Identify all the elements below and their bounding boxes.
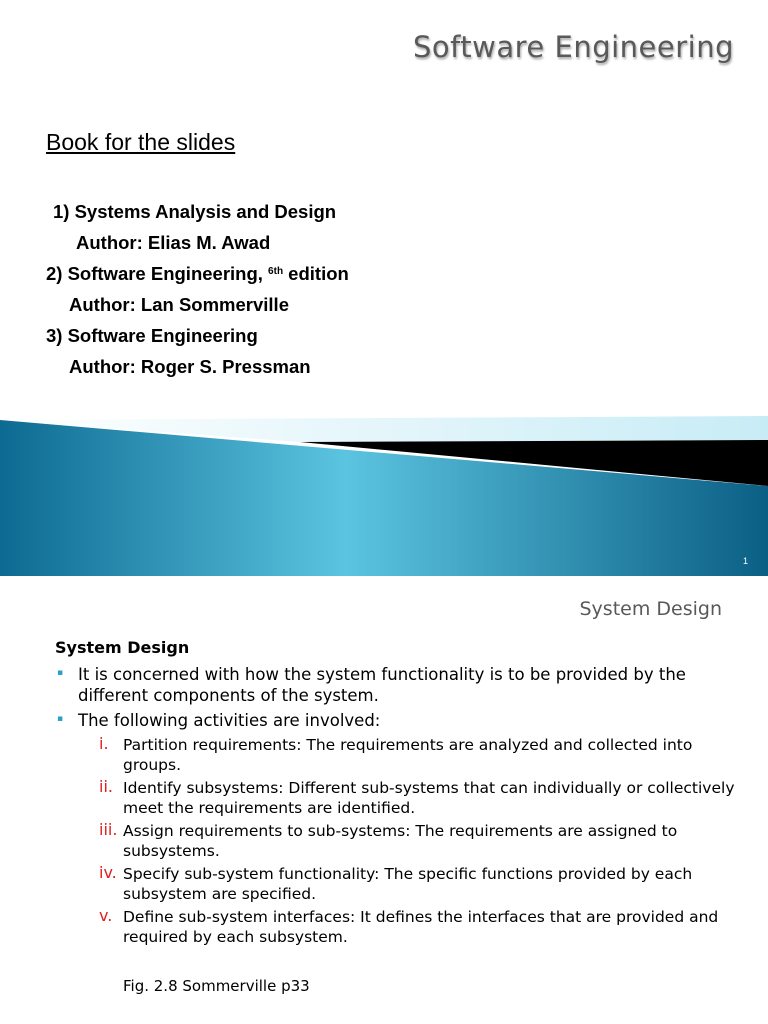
section-heading: System Design <box>55 638 190 657</box>
slide-number: 1 <box>742 556 748 566</box>
list-numeral: iii. <box>99 820 118 839</box>
bullet-icon: ▪ <box>57 668 64 678</box>
list-item-text: Partition requirements: The requirements are analyzed and collected into groups. <box>123 736 693 774</box>
bullet-icon: ▪ <box>57 714 64 724</box>
book-1-author: Author: Elias M. Awad <box>76 232 271 253</box>
book-3-title: 3) Software Engineering <box>46 325 258 346</box>
slide-title: Software Engineering <box>412 30 734 64</box>
book-3-author: Author: Roger S. Pressman <box>69 356 311 377</box>
book-2-edition-sup: 6th <box>268 266 284 277</box>
bullet-text: The following activities are involved: <box>78 711 381 730</box>
book-heading: Book for the slides <box>46 129 236 155</box>
list-numeral: i. <box>99 734 109 753</box>
book-2-author: Author: Lan Sommerville <box>69 294 289 315</box>
slide-title: System Design <box>579 598 722 620</box>
list-numeral: v. <box>99 906 113 925</box>
list-numeral: iv. <box>99 863 117 882</box>
list-item-text: Specify sub-system functionality: The specific functions provided by each subsystem are specified. <box>123 865 693 903</box>
slide-2 <box>0 576 768 1024</box>
list-item-text: Identify subsystems: Different sub-systems that can individually or collectively meet the requirements are identified. <box>123 779 735 817</box>
book-2-edition-text: edition <box>283 263 349 284</box>
list-numeral: ii. <box>99 777 113 796</box>
book-2-title-text: 2) Software Engineering, <box>46 263 269 284</box>
list-item-text: Define sub-system interfaces: It defines the interfaces that are provided and required by each subsystem. <box>123 908 719 946</box>
bullet-text: It is concerned with how the system functionality is to be provided by the different components of the system. <box>78 665 686 705</box>
book-1-title: 1) Systems Analysis and Design <box>53 201 337 222</box>
list-item-text: Assign requirements to sub-systems: The requirements are assigned to subsystems. <box>123 822 678 860</box>
book-2-title <box>46 263 349 285</box>
figure-caption: Fig. 2.8 Sommerville p33 <box>123 977 310 995</box>
